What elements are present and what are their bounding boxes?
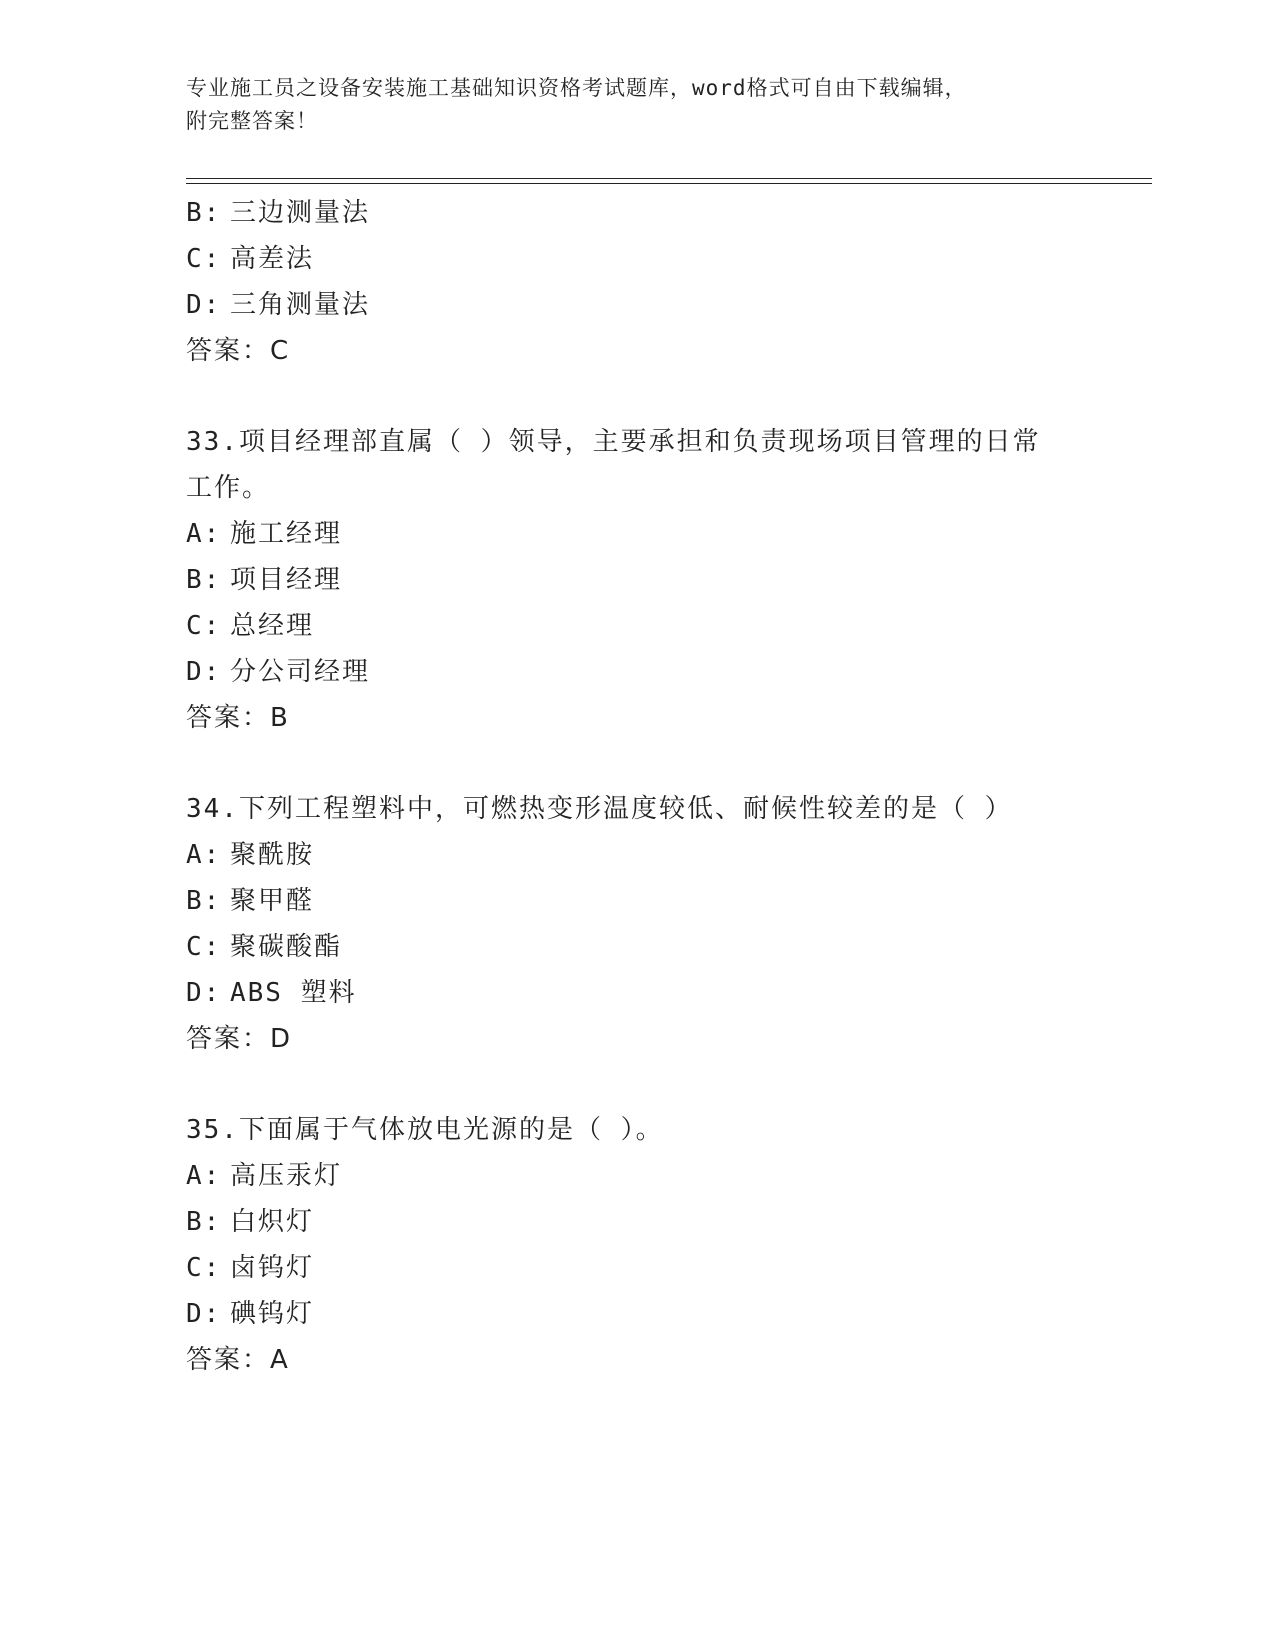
option-text: 三边测量法 bbox=[230, 198, 371, 228]
option-c bbox=[186, 924, 1086, 970]
option-text: 高压汞灯 bbox=[230, 1161, 343, 1191]
option-key: C: bbox=[186, 244, 222, 274]
option-text: 聚酰胺 bbox=[230, 840, 315, 870]
option-text: 碘钨灯 bbox=[230, 1299, 315, 1329]
option-key: B: bbox=[186, 886, 222, 916]
answer-line: 答案：A bbox=[186, 1345, 290, 1375]
option-d bbox=[186, 282, 1086, 328]
option-text: 分公司经理 bbox=[230, 657, 371, 687]
question-34 bbox=[186, 786, 1086, 1062]
option-text: 聚碳酸酯 bbox=[230, 932, 343, 962]
option-key: D: bbox=[186, 978, 222, 1008]
question-list bbox=[186, 190, 1086, 1383]
option-b bbox=[186, 878, 1086, 924]
option-key: A: bbox=[186, 840, 222, 870]
option-text: 三角测量法 bbox=[230, 290, 371, 320]
option-key: A: bbox=[186, 1161, 222, 1191]
option-key: D: bbox=[186, 290, 222, 320]
option-text: ABS 塑料 bbox=[230, 978, 357, 1008]
option-a bbox=[186, 1153, 1086, 1199]
option-text: 聚甲醛 bbox=[230, 886, 315, 916]
answer-line: 答案：D bbox=[186, 1024, 293, 1054]
option-key: C: bbox=[186, 1253, 222, 1283]
header-line-1: 专业施工员之设备安装施工基础知识资格考试题库，word格式可自由下载编辑， bbox=[186, 76, 967, 100]
option-text: 施工经理 bbox=[230, 519, 343, 549]
question-text-line-1: 34.下列工程塑料中，可燃热变形温度较低、耐候性较差的是（ ） bbox=[186, 794, 1013, 824]
header-divider-top bbox=[186, 178, 1152, 179]
option-key: B: bbox=[186, 1207, 222, 1237]
option-text: 总经理 bbox=[230, 611, 315, 641]
option-d bbox=[186, 1291, 1086, 1337]
option-d bbox=[186, 649, 1086, 695]
option-key: B: bbox=[186, 198, 222, 228]
answer-line: 答案：C bbox=[186, 336, 291, 366]
option-key: C: bbox=[186, 611, 222, 641]
question-text-line-1: 35.下面属于气体放电光源的是（ ）。 bbox=[186, 1115, 664, 1145]
option-text: 白炽灯 bbox=[230, 1207, 315, 1237]
document-header bbox=[186, 72, 1086, 138]
header-line-2: 附完整答案！ bbox=[186, 109, 318, 133]
header-divider-bottom bbox=[186, 183, 1152, 184]
option-a bbox=[186, 511, 1086, 557]
question-33 bbox=[186, 419, 1086, 741]
option-key: D: bbox=[186, 1299, 222, 1329]
option-d bbox=[186, 970, 1086, 1016]
question-32-tail bbox=[186, 190, 1086, 374]
option-b bbox=[186, 557, 1086, 603]
option-b bbox=[186, 1199, 1086, 1245]
option-b bbox=[186, 190, 1086, 236]
option-text: 卤钨灯 bbox=[230, 1253, 315, 1283]
option-text: 项目经理 bbox=[230, 565, 343, 595]
question-35 bbox=[186, 1107, 1086, 1383]
option-text: 高差法 bbox=[230, 244, 315, 274]
option-c bbox=[186, 1245, 1086, 1291]
option-a bbox=[186, 832, 1086, 878]
option-c bbox=[186, 236, 1086, 282]
answer-line: 答案：B bbox=[186, 703, 290, 733]
option-c bbox=[186, 603, 1086, 649]
question-text-line-1: 33.项目经理部直属（ ）领导，主要承担和负责现场项目管理的日常 bbox=[186, 427, 1041, 457]
option-key: B: bbox=[186, 565, 222, 595]
question-text-line-2: 工作。 bbox=[186, 473, 271, 503]
option-key: A: bbox=[186, 519, 222, 549]
option-key: C: bbox=[186, 932, 222, 962]
option-key: D: bbox=[186, 657, 222, 687]
